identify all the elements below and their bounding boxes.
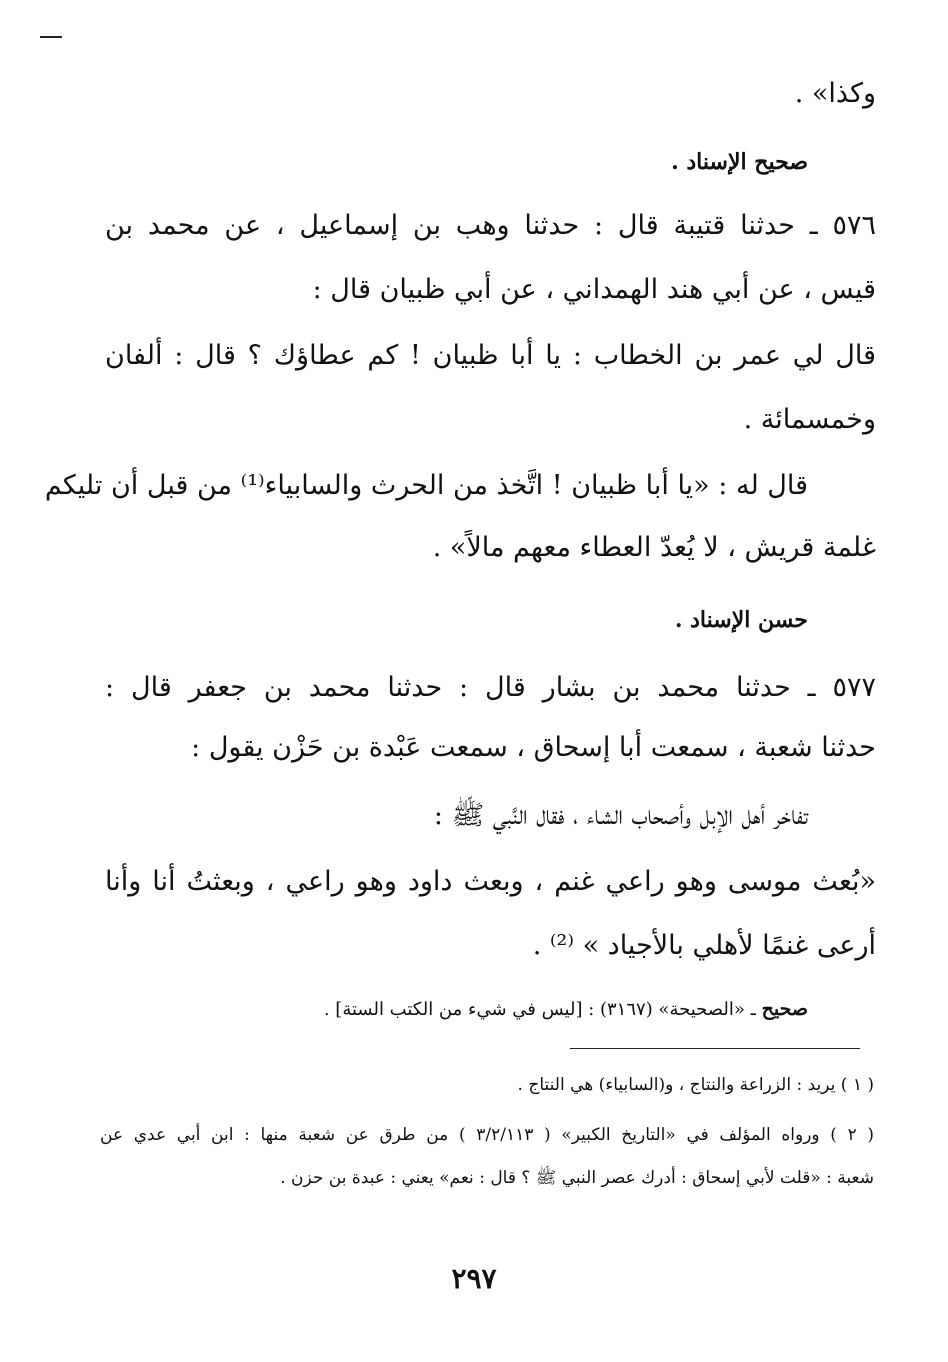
grade-sahih-isnad: صحيح الإسناد . <box>671 149 808 175</box>
hadith-577-line-3: تفاخر أهل الإبل وأصحاب الشاء ، فقال النَّبي ﷺ : <box>433 800 808 831</box>
footnote-2-line-1: ( ٢ ) ورواه المؤلف في «التاريخ الكبير» ( ٣/٢/١١٣ ) من طرق عن شعبة منها : ابن أبي عدي عن <box>100 1125 874 1145</box>
hadith-576-line-3: قال لي عمر بن الخطاب : يا أبا ظبيان ! كم عطاؤك ؟ قال : ألفان <box>105 340 876 371</box>
source-text: ـ «الصحيحة» (٣١٦٧) : [ليس في شيء من الكتب الستة] . <box>323 999 762 1020</box>
hadith-576-line-1: ٥٧٦ ـ حدثنا قتيبة قال : حدثنا وهب بن إسماعيل ، عن محمد بن <box>105 210 876 241</box>
hadith-576-line-6: غلمة قريش ، لا يُعدّ العطاء معهم مالاً» . <box>432 532 876 563</box>
hadith-576-line-5: قال له : «يا أبا ظبيان ! اتَّخذ من الحرث والسابياء⁽¹⁾ من قبل أن تليكم <box>44 470 808 501</box>
footnote-1: ( ١ ) يريد : الزراعة والنتاج ، و(السابياء) هي النتاج . <box>517 1075 874 1095</box>
footnote-2-line-2: شعبة : «قلت لأبي إسحاق : أدرك عصر النبي ﷺ ؟ قال : نعم» يعني : عبدة بن حزن . <box>280 1168 874 1188</box>
footnote-divider <box>570 1048 860 1049</box>
source-reference <box>324 994 808 1025</box>
hadith-577-line-1: ٥٧٧ ـ حدثنا محمد بن بشار قال : حدثنا محمد بن جعفر قال : <box>105 672 876 703</box>
hadith-577-line-5: أرعى غنمًا لأهلي بالأجياد » ⁽²⁾ . <box>532 930 876 961</box>
hadith-577-line-4: «بُعث موسى وهو راعي غنم ، وبعث داود وهو راعي ، وبعثتُ أنا وأنا <box>105 866 876 897</box>
page-number: ٢٩٧ <box>451 1262 497 1295</box>
corner-mark <box>40 36 62 38</box>
hadith-577-line-2: حدثنا شعبة ، سمعت أبا إسحاق ، سمعت عَبْدة بن حَزْن يقول : <box>191 732 876 763</box>
grade-hasan-isnad: حسن الإسناد . <box>674 607 808 633</box>
hadith-576-line-4: وخمسمائة . <box>743 404 876 435</box>
source-grade: صحيح <box>761 998 808 1020</box>
text-line-1: وكذا» . <box>794 78 876 109</box>
hadith-576-line-2: قيس ، عن أبي هند الهمداني ، عن أبي ظبيان قال : <box>312 274 876 305</box>
